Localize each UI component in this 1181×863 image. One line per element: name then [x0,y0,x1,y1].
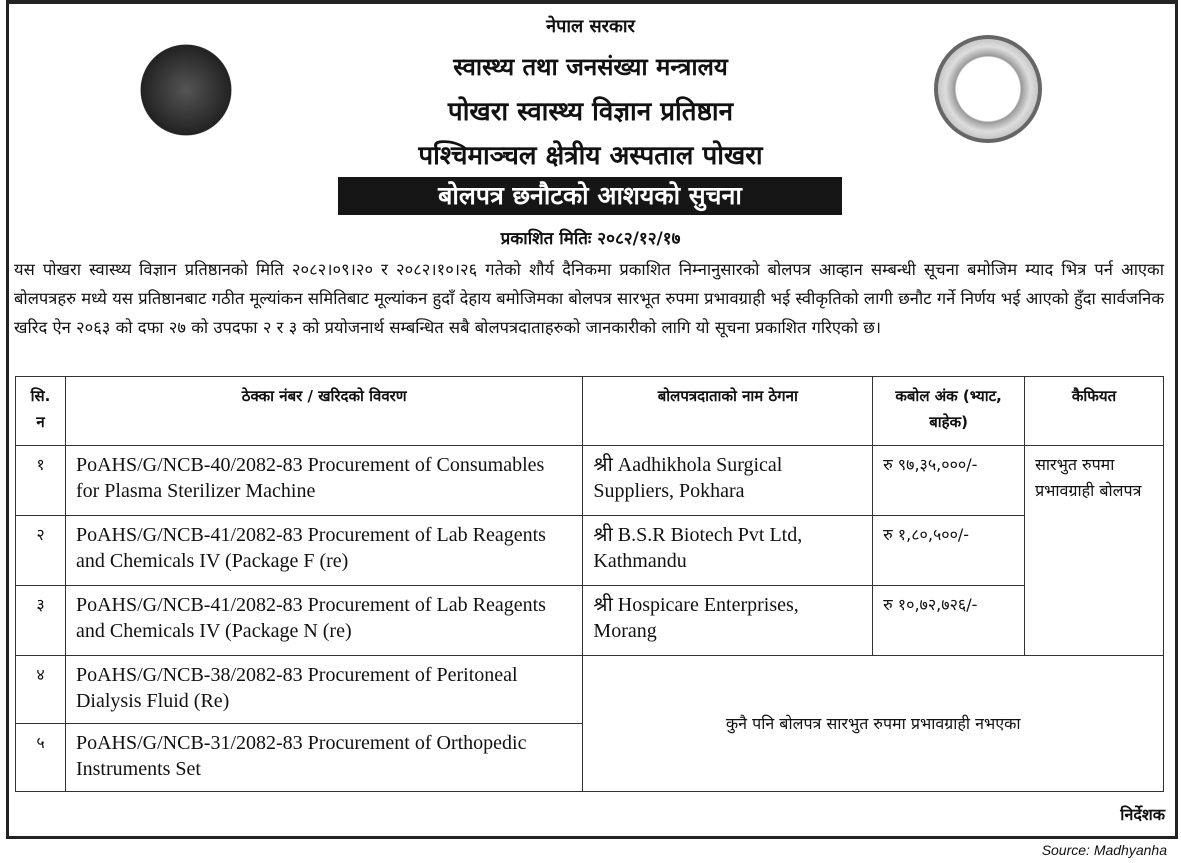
row-description: PoAHS/G/NCB-41/2082-83 Procurement of Lab Reagents and Chemicals IV (Package F (re) [65,516,582,586]
row-sn: ३ [16,586,66,656]
row-sn: १ [16,446,66,516]
row-amount: रु ९७,३५,०००/- [873,446,1025,516]
row-remarks: सारभुत रुपमा प्रभावग्राही बोलपत्र [1025,446,1164,656]
table-row [16,586,1164,656]
header-amount: कबोल अंक (भ्याट, बाहेक) [873,377,1025,446]
row-description: PoAHS/G/NCB-31/2082-83 Procurement of Orthopedic Instruments Set [65,724,582,792]
institute-heading: पोखरा स्वास्थ्य विज्ञान प्रतिष्ठान [447,97,734,127]
gov-heading: नेपाल सरकार [546,16,635,37]
table-header-row [16,377,1164,446]
table-row [16,656,1164,724]
row-sn: २ [16,516,66,586]
row-bidder: श्री Aadhikhola Surgical Suppliers, Pokhara [583,446,873,516]
ministry-heading: स्वास्थ्य तथा जनसंख्या मन्त्रालय [453,53,728,81]
header-bidder: बोलपत्रदाताको नाम ठेगना [583,377,873,446]
row-description: PoAHS/G/NCB-40/2082-83 Procurement of Consumables for Plasma Sterilizer Machine [65,446,582,516]
header-description: ठेक्का नंबर / खरिदको विवरण [65,377,582,446]
row-description: PoAHS/G/NCB-41/2082-83 Procurement of Lab Reagents and Chemicals IV (Package N (re) [65,586,582,656]
hospital-heading: पश्चिमाञ्चल क्षेत्रीय अस्पताल पोखरा [418,141,763,171]
row-bidder: श्री B.S.R Biotech Pvt Ltd, Kathmandu [583,516,873,586]
bid-table [15,376,1164,792]
row-bidder: श्री Hospicare Enterprises, Morang [583,586,873,656]
row-sn: ४ [16,656,66,724]
no-bid-note: कुनै पनि बोलपत्र सारभुत रुपमा प्रभावग्राही नभएका [583,656,1164,792]
header-sn: सि. न [16,377,66,446]
row-description: PoAHS/G/NCB-38/2082-83 Procurement of Peritoneal Dialysis Fluid (Re) [65,656,582,724]
row-sn: ५ [16,724,66,792]
published-date: प्रकाशित मितिः २०८२/१२/१७ [500,229,681,249]
notice-body: यस पोखरा स्वास्थ्य विज्ञान प्रतिष्ठानको मिति २०८२।०९।२० र २०८२।१०।२६ गतेको शौर्य दैनिकमा प्रकाशित निम्नानुसारको बोलपत्र आव्हान सम्बन्धी सूचना बमोजिम म्याद भित्र पर्न आएका बोलपत्रहरु मध्ये यस प्रतिष्ठानबाट गठीत मूल्यांकन समितिबाट मूल्यांकन हुदाँ देहाय बमोजिमका बोलपत्र सारभूत रुपमा प्रभावग्राही भई स्वीकृतिको लागी छनौट गर्ने निर्णय भई आएको हुँदा सार्वजनिक खरिद ऐन २०६३ को दफा २७ को उपदफा २ र ३ को प्रयोजनार्थ सम्बन्धित सबै बोलपत्रदाताहरुको जानकारीको लागि यो सूचना प्रकाशित गरिएको छ। [14,260,1164,337]
notice-title: बोलपत्र छनौटको आशयको सुचना [338,177,842,215]
row-amount: रु १,८०,५००/- [873,516,1025,586]
signatory: निर्देशक [1120,805,1165,824]
table-row [16,516,1164,586]
row-amount: रु १०,७२,७२६/- [873,586,1025,656]
table-row [16,446,1164,516]
header-remarks: कैफियत [1025,377,1164,446]
source-credit: Source: Madhyanha [1041,842,1167,858]
